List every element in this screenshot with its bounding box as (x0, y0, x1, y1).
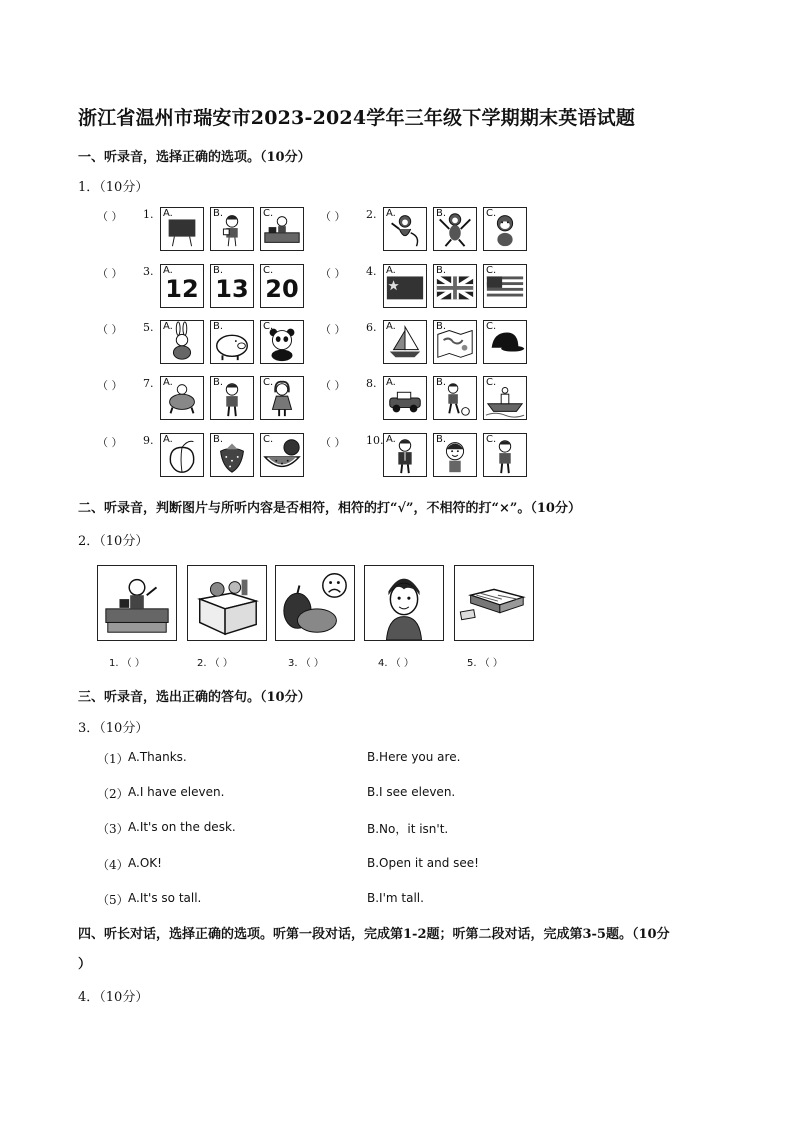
choice-label: B. (436, 434, 447, 445)
judge-blank-5[interactable]: 5. （ ） (467, 658, 503, 669)
boy-portrait-icon (365, 566, 443, 640)
choice-picture[interactable] (383, 433, 427, 477)
choice-label: A. (163, 377, 173, 388)
option-row-number: （5） (97, 893, 129, 907)
answer-blank[interactable]: （ ） (320, 267, 346, 280)
item-number: 5. (143, 321, 154, 334)
choice-picture[interactable] (483, 207, 527, 251)
choice-picture[interactable] (210, 433, 254, 477)
choice-picture[interactable] (383, 376, 427, 420)
choice-label: C. (486, 265, 497, 276)
choice-picture[interactable] (160, 264, 204, 308)
picture-boy-portrait (364, 565, 444, 641)
picture-toy-box (187, 565, 267, 641)
choice-label: A. (163, 434, 173, 445)
section4-heading: 四、听长对话，选择正确的选项。听第一段对话，完成第1-2题；听第二段对话，完成第3-5题。（10分 (78, 927, 670, 942)
pear-sad-face-icon (276, 566, 354, 640)
choice-picture[interactable] (260, 264, 304, 308)
option-b[interactable]: B.Open it and see! (367, 856, 479, 870)
book-eraser-icon (455, 566, 533, 640)
option-row-number: （3） (97, 822, 129, 836)
choice-label: A. (386, 208, 396, 219)
choice-label: C. (263, 265, 274, 276)
choice-label: C. (486, 434, 497, 445)
choice-picture[interactable] (433, 320, 477, 364)
answer-blank[interactable]: （ ） (320, 210, 346, 223)
judge-blank-3[interactable]: 3. （ ） (288, 658, 324, 669)
item-number: 9. (143, 434, 154, 447)
choice-picture[interactable] (260, 207, 304, 251)
number-text: 20 (265, 275, 299, 303)
option-b[interactable]: B.I'm tall. (367, 891, 424, 905)
choice-picture[interactable] (210, 320, 254, 364)
choice-picture[interactable] (260, 433, 304, 477)
option-a[interactable]: A.OK! (128, 856, 162, 870)
choice-picture[interactable] (160, 207, 204, 251)
option-row-number: （1） (97, 752, 129, 766)
choice-picture[interactable] (260, 320, 304, 364)
choice-label: A. (386, 377, 396, 388)
option-a[interactable]: A.I have eleven. (128, 785, 225, 799)
section1-heading: 一、听录音，选择正确的选项。（10分） (78, 150, 311, 165)
choice-picture[interactable] (483, 320, 527, 364)
item-number: 7. (143, 377, 154, 390)
option-b[interactable]: B.I see eleven. (367, 785, 456, 799)
number-text: 12 (165, 275, 199, 303)
judge-blank-2[interactable]: 2. （ ） (197, 658, 233, 669)
option-a[interactable]: A.It's on the desk. (128, 820, 236, 834)
choice-picture[interactable] (160, 320, 204, 364)
picture-pear-sad-face (275, 565, 355, 641)
option-b[interactable]: B.No，it isn't. (367, 822, 449, 836)
choice-label: B. (436, 265, 447, 276)
item-number: 6. (366, 321, 377, 334)
choice-picture[interactable] (210, 207, 254, 251)
choice-label: C. (486, 208, 497, 219)
question3-number: 3．（10分） (78, 721, 149, 736)
item-number: 8. (366, 377, 377, 390)
choice-label: A. (386, 265, 396, 276)
choice-picture[interactable] (160, 433, 204, 477)
choice-picture[interactable] (483, 376, 527, 420)
answer-blank[interactable]: （ ） (320, 323, 346, 336)
page-title: 浙江省温州市瑞安市2023-2024学年三年级下学期期末英语试题 (78, 107, 636, 129)
choice-picture[interactable] (160, 376, 204, 420)
question1-number: 1．（10分） (78, 180, 149, 195)
choice-label: B. (436, 321, 447, 332)
choice-picture[interactable] (433, 376, 477, 420)
choice-picture[interactable] (260, 376, 304, 420)
choice-label: B. (213, 377, 224, 388)
choice-label: B. (213, 321, 224, 332)
choice-label: C. (486, 377, 497, 388)
option-row-number: （4） (97, 858, 129, 872)
choice-picture[interactable] (210, 376, 254, 420)
choice-label: C. (263, 321, 274, 332)
choice-picture[interactable] (383, 264, 427, 308)
choice-picture[interactable] (483, 433, 527, 477)
item-number: 10. (366, 434, 384, 447)
question4-number: 4．（10分） (78, 990, 149, 1005)
choice-picture[interactable] (433, 433, 477, 477)
option-row-number: （2） (97, 787, 129, 801)
item-number: 2. (366, 208, 377, 221)
question2-number: 2．（10分） (78, 534, 149, 549)
section2-heading: 二、听录音，判断图片与所听内容是否相符，相符的打“√”，不相符的打“×”。（10分） (78, 501, 581, 516)
item-number: 1. (143, 208, 154, 221)
choice-label: A. (163, 265, 173, 276)
teacher-desk-icon (98, 566, 176, 640)
number-text: 13 (215, 275, 249, 303)
choice-label: A. (163, 321, 173, 332)
choice-label: A. (386, 321, 396, 332)
choice-label: B. (213, 265, 224, 276)
choice-label: B. (436, 208, 447, 219)
choice-label: A. (386, 434, 396, 445)
picture-book-eraser (454, 565, 534, 641)
choice-picture[interactable] (210, 264, 254, 308)
choice-picture[interactable] (383, 207, 427, 251)
choice-label: C. (263, 208, 274, 219)
answer-blank[interactable]: （ ） (97, 436, 123, 449)
option-b[interactable]: B.Here you are. (367, 750, 461, 764)
choice-picture[interactable] (433, 264, 477, 308)
choice-label: C. (263, 434, 274, 445)
choice-label: B. (213, 434, 224, 445)
answer-blank[interactable]: （ ） (97, 323, 123, 336)
option-a[interactable]: A.Thanks. (128, 750, 187, 764)
picture-teacher-desk (97, 565, 177, 641)
section3-heading: 三、听录音，选出正确的答句。（10分） (78, 690, 311, 705)
answer-blank[interactable]: （ ） (320, 379, 346, 392)
judge-blank-4[interactable]: 4. （ ） (378, 658, 414, 669)
answer-blank[interactable]: （ ） (97, 210, 123, 223)
answer-blank[interactable]: （ ） (320, 436, 346, 449)
choice-picture[interactable] (433, 207, 477, 251)
choice-label: B. (213, 208, 224, 219)
choice-label: B. (436, 377, 447, 388)
item-number: 4. (366, 265, 377, 278)
choice-picture[interactable] (483, 264, 527, 308)
choice-label: C. (263, 377, 274, 388)
choice-label: A. (163, 208, 173, 219)
item-number: 3. (143, 265, 154, 278)
section4-heading-cont: ） (78, 957, 92, 972)
choice-label: C. (486, 321, 497, 332)
judge-blank-1[interactable]: 1. （ ） (109, 658, 145, 669)
option-a[interactable]: A.It's so tall. (128, 891, 202, 905)
choice-picture[interactable] (383, 320, 427, 364)
toy-box-icon (188, 566, 266, 640)
answer-blank[interactable]: （ ） (97, 267, 123, 280)
answer-blank[interactable]: （ ） (97, 379, 123, 392)
